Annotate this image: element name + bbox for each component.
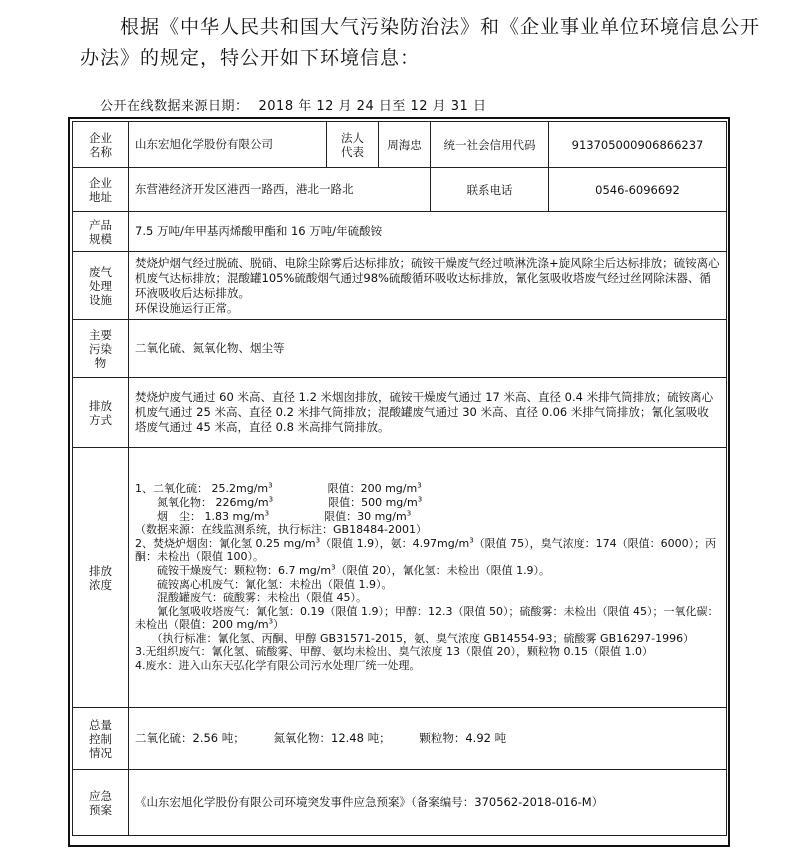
data-date-line bbox=[100, 95, 486, 114]
total-so2: 二氧化硫：2.56 吨； bbox=[135, 731, 240, 745]
emergency-value: 《山东宏旭化学股份有限公司环境突发事件应急预案》（备案编号：370562-2018-016-M） bbox=[129, 770, 727, 836]
incinerator-line: 2、焚烧炉烟囱：氰化氢 0.25 $mg/m^3$（限值 1.9），氨：$4.97mg/m^3$（限值 75），臭气浓度：174（限值：6000）；丙酮：未检出（限值 100）。 bbox=[135, 536, 717, 564]
scale-value: 7.5 万吨/年甲基丙烯酸甲酯和 16 万吨/年硫酸铵 bbox=[129, 212, 727, 252]
wastewater-line: 4.废水：进入山东天弘化学有限公司污水处理厂统一处理。 bbox=[135, 659, 421, 673]
phone-value: 0546-6096692 bbox=[549, 168, 727, 212]
concentration-label: 排放浓度 bbox=[73, 448, 129, 708]
so2-line: 1、二氧化硫： $25.2mg/m^3$ 限值：200 $mg/m^3$ bbox=[135, 481, 422, 496]
table-row bbox=[73, 212, 727, 252]
scale-label: 产品规模 bbox=[73, 212, 129, 252]
source-note: （数据来源：在线监测系统，执行标注：GB18484-2001） bbox=[135, 523, 428, 537]
centrifuge-line: 硫铵离心机废气：氰化氢：未检出（限值 1.9）。 bbox=[157, 577, 393, 591]
fugitive-line: 3.无组织废气：氰化氢、硫酸雾、甲醇、氨均未检出、臭气浓度 13（限值 20），颗粒物 0.15（限值 1.0） bbox=[135, 645, 653, 659]
facilities-label: 废气处理设施 bbox=[73, 252, 129, 320]
facilities-line: 焚烧炉烟气经过脱硫、脱硝、电除尘除雾后达标排放；硫铵干燥废气经过喷淋洗涤+旋风除尘后达标排放；硫铵离心机废气达标排放；混酸罐105%硫酸烟气通过98%硫酸循环吸收达标排放，氰化氢吸收塔废气经过丝网除沫器、循环液吸收后达标排放。 bbox=[135, 255, 720, 300]
company-name: 山东宏旭化学股份有限公司 bbox=[129, 122, 327, 168]
total-nox: 氮氧化物：12.48 吨； bbox=[273, 731, 385, 745]
address-value: 东营港经济开发区港西一路西，港北一路北 bbox=[129, 168, 431, 212]
pollutants-value: 二氧化硫、氮氧化物、烟尘等 bbox=[129, 320, 727, 378]
credit-code-label: 统一社会信用代码 bbox=[431, 122, 549, 168]
phone-label: 联系电话 bbox=[431, 168, 549, 212]
table-row bbox=[73, 168, 727, 212]
emergency-label: 应急预案 bbox=[73, 770, 129, 836]
concentration-value bbox=[129, 448, 727, 708]
discharge-method-value: 焚烧炉废气通过 60 米高、直径 1.2 米烟囱排放，硫铵干燥废气通过 17 米高、直径 0.4 米排气筒排放；硫铵离心机废气通过 25 米高、直径 0.2 米排气筒排放；混酸罐废气通过 30 米高、直径 0.06 米排气筒排放；氰化氢吸收塔废气通过 45 米高，直径 0.8 米高排气筒排放。 bbox=[129, 378, 727, 448]
facilities-line: 环保设施运行正常。 bbox=[135, 300, 239, 315]
standard-line: （执行标准：氰化氢、丙酮、甲醇 GB31571-2015，氨、臭气浓度 GB14554-93；硫酸雾 GB16297-1996） bbox=[157, 631, 695, 645]
date-value: 2018 年 12 月 24 日至 12 月 31 日 bbox=[258, 99, 487, 114]
intro-paragraph bbox=[80, 12, 760, 74]
total-control-value bbox=[129, 708, 727, 770]
table-row bbox=[73, 378, 727, 448]
table-row bbox=[73, 122, 727, 168]
total-control-label: 总量控制情况 bbox=[73, 708, 129, 770]
intro-text: 根据《中华人民共和国大气污染防治法》和《企业事业单位环境信息公开办法》的规定，特公开如下环境信息： bbox=[80, 16, 761, 69]
hcn-absorber-line: 氰化氢吸收塔废气：氰化氢：0.19（限值 1.9）；甲醇：12.3（限值 50）；硫酸雾：未检出（限值 45）；一氧化碳：未检出（限值：200 $mg/m^3$） bbox=[135, 604, 719, 632]
nox-line: 氮氧化物： $226mg/m^3$ 限值：500 $mg/m^3$ bbox=[157, 495, 423, 509]
pollutants-label: 主要污染物 bbox=[73, 320, 129, 378]
table-row bbox=[73, 448, 727, 708]
legal-rep-value: 周海忠 bbox=[379, 122, 431, 168]
environment-info-table bbox=[72, 121, 727, 836]
table-row bbox=[73, 708, 727, 770]
table-row bbox=[73, 252, 727, 320]
table-row bbox=[73, 320, 727, 378]
mixed-acid-line: 混酸罐废气：硫酸雾：未检出（限值 45）。 bbox=[157, 591, 367, 605]
discharge-method-label: 排放方式 bbox=[73, 378, 129, 448]
table-row bbox=[73, 770, 727, 836]
address-label: 企业地址 bbox=[73, 168, 129, 212]
facilities-value bbox=[129, 252, 727, 320]
date-label: 公开在线数据来源日期： bbox=[100, 99, 249, 114]
total-pm: 颗粒物：4.92 吨 bbox=[419, 731, 507, 745]
dryer-line: 硫铵干燥废气：颗粒物：6.7 $mg/m^3$（限值 20），氰化氢：未检出（限值 1.9）。 bbox=[157, 563, 551, 577]
legal-rep-label: 法人代表 bbox=[327, 122, 379, 168]
dust-line: 烟 尘： 1.83 $mg/m^3$ 限值：30 $mg/m^3$ bbox=[157, 508, 412, 523]
company-name-label: 企业名称 bbox=[73, 122, 129, 168]
credit-code-value: 913705000906866237 bbox=[549, 122, 727, 168]
